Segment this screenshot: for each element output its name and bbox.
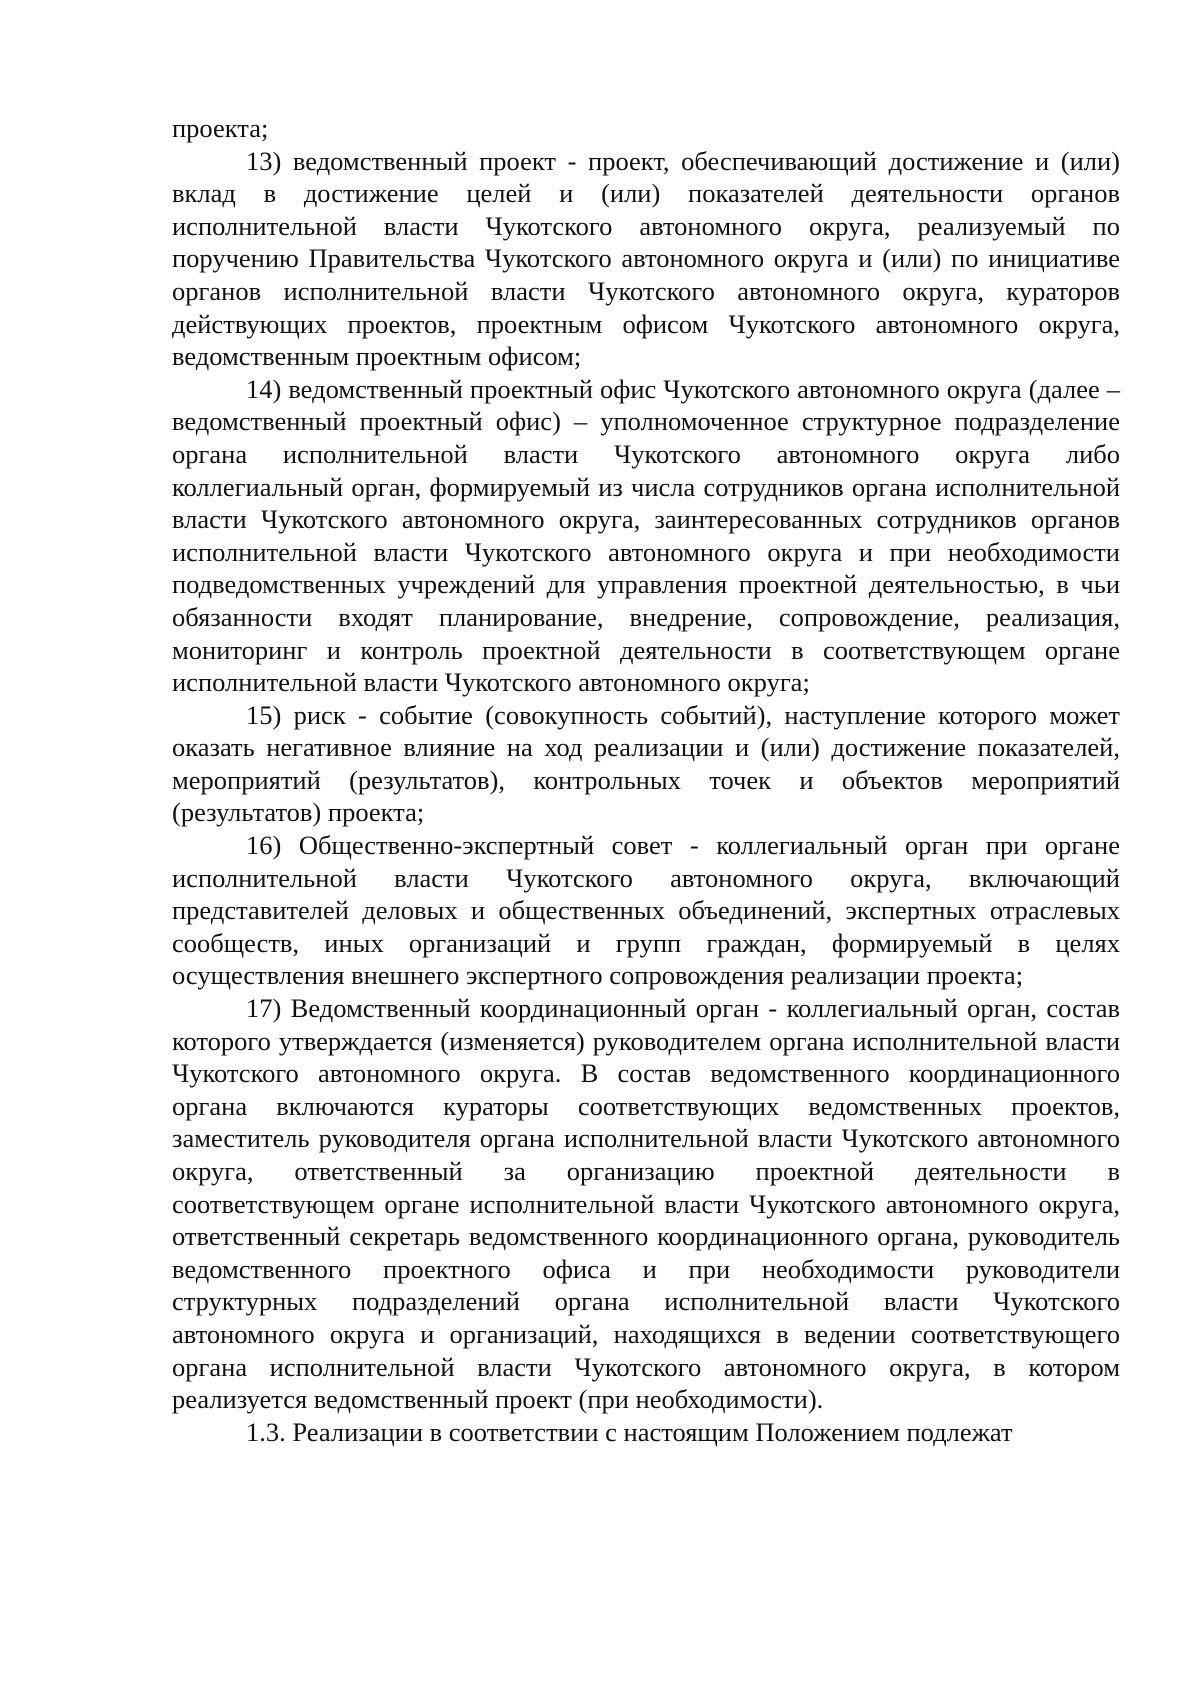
paragraph-item-17: 17) Ведомственный координационный орган - коллегиальный орган, состав которого утверждается (изменяется) руководителем органа исполнительной власти Чукотского автономного округа. В состав ведомственного координационного органа включаются кураторы соответствующих ведомственных проектов, заместитель руководителя органа исполнительной власти Чукотского автономного округа, ответственный за организацию проектной деятельности в соответствующем органе исполнительной власти Чукотского автономного округа, ответственный секретарь ведомственного координационного органа, руководитель ведомственного проектного офиса и при необходимости руководители структурных подразделений органа исполнительной власти Чукотского автономного округа и организаций, находящихся в ведении соответствующего органа исполнительной власти Чукотского автономного округа, в котором реализуется ведомственный проект (при необходимости).: [172, 993, 1120, 1415]
document-body: [172, 112, 1120, 1448]
paragraph-section-1-3: 1.3. Реализации в соответствии с настоящим Положением подлежат: [246, 1416, 1013, 1447]
paragraph-continuation: проекта;: [172, 113, 269, 143]
paragraph-item-13: 13) ведомственный проект - проект, обеспечивающий достижение и (или) вклад в достижение целей и (или) показателей деятельности органов исполнительной власти Чукотского автономного округа, реализуемый по поручению Правительства Чукотского автономного округа и (или) по инициативе органов исполнительной власти Чукотского автономного округа, кураторов действующих проектов, проектным офисом Чукотского автономного округа, ведомственным проектным офисом;: [172, 145, 1120, 372]
paragraph-item-15: 15) риск - событие (совокупность событий), наступление которого может оказать негативное влияние на ход реализации и (или) достижение показателей, мероприятий (результатов), контрольных точек и объектов мероприятий (результатов) проекта;: [172, 699, 1120, 828]
paragraph-item-14: 14) ведомственный проектный офис Чукотского автономного округа (далее – ведомственный проектный офис) – уполномоченное структурное подразделение органа исполнительной власти Чукотского автономного округа либо коллегиальный орган, формируемый из числа сотрудников органа исполнительной власти Чукотского автономного округа, заинтересованных сотрудников органов исполнительной власти Чукотского автономного округа и при необходимости подведомственных учреждений для управления проектной деятельностью, в чьи обязанности входят планирование, внедрение, сопровождение, реализация, мониторинг и контроль проектной деятельности в соответствующем органе исполнительной власти Чукотского автономного округа;: [172, 373, 1120, 698]
paragraph-item-16: 16) Общественно-экспертный совет - коллегиальный орган при органе исполнительной власти Чукотского автономного округа, включающий представителей деловых и общественных объединений, экспертных отраслевых сообществ, иных организаций и групп граждан, формируемый в целях осуществления внешнего экспертного сопровождения реализации проекта;: [172, 830, 1120, 991]
